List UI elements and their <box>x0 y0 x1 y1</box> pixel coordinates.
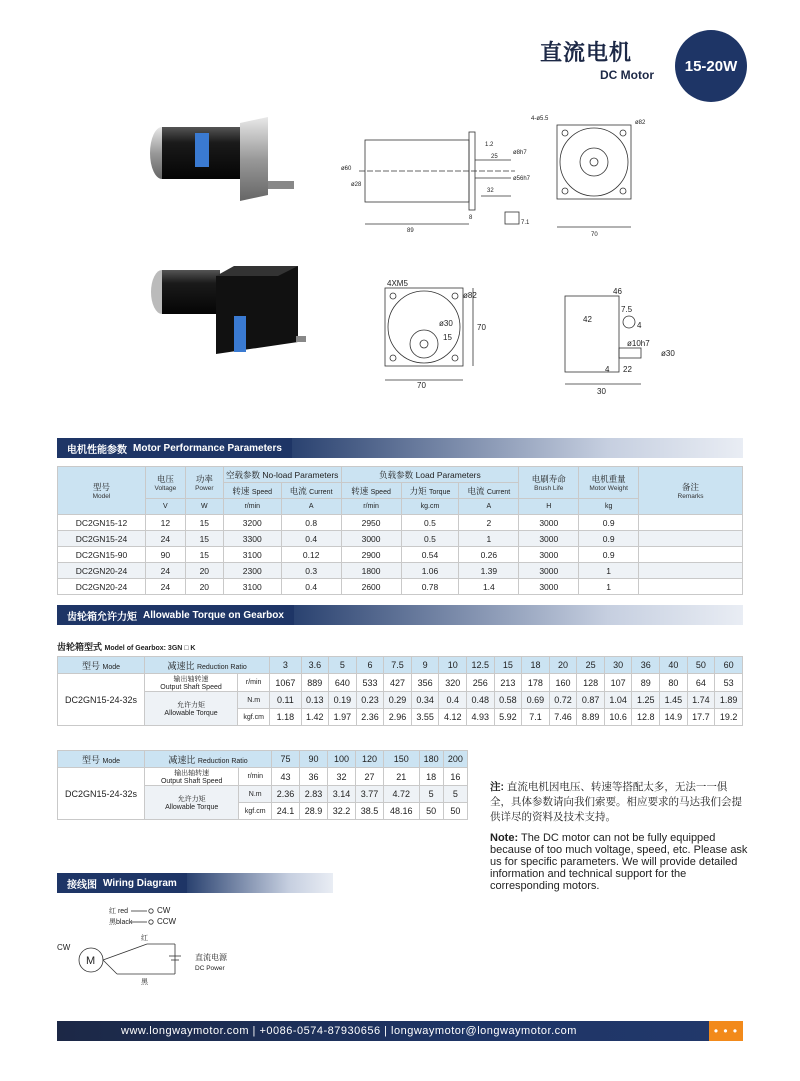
performance-title-cn: 电机性能参数 <box>67 444 127 456</box>
table-cell: 1.39 <box>459 563 519 579</box>
table-cell: 3 <box>270 657 301 674</box>
table-cell: 0.23 <box>356 692 384 709</box>
gearbox-dimension-drawing <box>365 278 695 398</box>
table-cell: 3.77 <box>356 786 384 803</box>
table-cell: 0.11 <box>270 692 301 709</box>
dc-motor-dimension-drawing <box>335 112 655 240</box>
gearbox-torque-table-2 <box>57 750 468 820</box>
dc-power-cn: 直流电源 <box>195 953 227 962</box>
table-cell: 3000 <box>519 515 579 531</box>
table-cell: 1.18 <box>270 709 301 726</box>
dim-label: 4XM5 <box>387 279 408 288</box>
table-cell: kgf.cm <box>239 803 272 820</box>
black-terminal-label: 黑 <box>141 979 148 986</box>
table-cell: 0.48 <box>467 692 495 709</box>
table-cell: 4.93 <box>467 709 495 726</box>
table-cell: 0.72 <box>549 692 577 709</box>
motor-cw-label: CW <box>57 943 71 952</box>
table-cell: 1 <box>579 579 639 595</box>
red-terminal-label: 红 <box>141 935 148 942</box>
table-cell: 5 <box>443 786 467 803</box>
footer-contact: www.longwaymotor.com | +0086-0574-87930656 | longwaymotor@longwaymotor.com <box>121 1025 577 1037</box>
table-cell: 256 <box>467 674 495 692</box>
page-title-en: DC Motor <box>600 68 654 82</box>
gearbox-torque-table-1 <box>57 656 743 726</box>
table-cell: 3.14 <box>328 786 356 803</box>
note-chinese: 注: 直流电机因电压、转速等搭配太多，无法一一俱全，具体参数请向我们索要。相应要求的马达我们会提供详尽的资料及技术支持。 <box>490 781 742 823</box>
table-cell: 18 <box>419 768 443 786</box>
dim-label: ø10h7 <box>627 339 650 348</box>
table-cell: 64 <box>687 674 715 692</box>
table-cell: 75 <box>272 751 300 768</box>
table-cell: 38.5 <box>356 803 384 820</box>
cw-label: CW <box>157 906 171 915</box>
mode-header: 型号 Mode <box>58 751 145 768</box>
unit-cell: r/min <box>223 499 281 515</box>
table-cell: 24 <box>145 563 185 579</box>
unit-cell: kg <box>579 499 639 515</box>
table-cell: 0.26 <box>459 547 519 563</box>
table-cell: 17.7 <box>687 709 715 726</box>
table-cell: 12.8 <box>632 709 660 726</box>
table-row <box>58 515 743 531</box>
table-cell: 1.89 <box>715 692 743 709</box>
table-cell: 48.16 <box>383 803 419 820</box>
table-row <box>58 674 743 692</box>
page-title-cn: 直流电机 <box>540 40 633 65</box>
table-cell: 0.58 <box>494 692 522 709</box>
table-cell: 1.4 <box>459 579 519 595</box>
table-cell: 356 <box>411 674 439 692</box>
table-cell: 150 <box>383 751 419 768</box>
table-cell: 640 <box>329 674 357 692</box>
load-current-header: 电流 Current <box>459 483 519 499</box>
table-cell: 0.8 <box>281 515 341 531</box>
table-cell: DC2GN15-90 <box>58 547 146 563</box>
table-cell: 1.25 <box>632 692 660 709</box>
table-cell: 19.2 <box>715 709 743 726</box>
table-row <box>58 768 468 786</box>
dim-label: ø30 <box>661 349 675 358</box>
dim-label: 15 <box>443 333 452 342</box>
table-cell: 90 <box>300 751 328 768</box>
table-cell: 2 <box>459 515 519 531</box>
dim-label: 7.5 <box>621 305 633 314</box>
table-cell: 1800 <box>341 563 401 579</box>
ratio-header: 减速比 Reduction Ratio <box>145 657 270 674</box>
table-cell: 32.2 <box>328 803 356 820</box>
table-cell: 12 <box>145 515 185 531</box>
table-cell: 12.5 <box>467 657 495 674</box>
dc-power-en: DC Power <box>195 965 225 972</box>
table-cell: 15 <box>185 547 223 563</box>
table-cell: 7.46 <box>549 709 577 726</box>
table-cell: 3100 <box>223 547 281 563</box>
table-cell: 14.9 <box>660 709 688 726</box>
table-cell: 3.55 <box>411 709 439 726</box>
table-cell: 53 <box>715 674 743 692</box>
table-cell: 320 <box>439 674 467 692</box>
gearbox-model-label: 齿轮箱型式 Model of Gearbox: 3GN □ K <box>57 642 196 652</box>
table-cell: 8.89 <box>577 709 605 726</box>
table-cell: 2.36 <box>356 709 384 726</box>
speed-label-cell: 输出轴转速 Output Shaft Speed <box>145 674 238 692</box>
table-cell: 100 <box>328 751 356 768</box>
speed-label-cell: 输出轴转速 Output Shaft Speed <box>145 768 239 786</box>
dim-label: 7.1 <box>521 220 530 226</box>
dim-label: 4 <box>637 321 642 330</box>
table-cell: 128 <box>577 674 605 692</box>
table-cell: 1.97 <box>329 709 357 726</box>
gear-model-cell: DC2GN15-24-32s <box>58 674 145 726</box>
speed-header: 转速 Speed <box>223 483 281 499</box>
table-cell <box>639 547 743 563</box>
wiring-section-bar <box>57 873 333 893</box>
weight-header: 电机重量 Motor Weight <box>579 467 639 499</box>
dim-label: ø30 <box>439 319 453 328</box>
table-cell: 1.45 <box>660 692 688 709</box>
gearbox-section-bar <box>57 605 743 625</box>
dim-label: 70 <box>477 323 486 332</box>
voltage-header: 电压 Voltage <box>145 467 185 499</box>
footer-dots: • • • <box>709 1021 743 1041</box>
table-cell: 1067 <box>270 674 301 692</box>
table-cell: 2900 <box>341 547 401 563</box>
note-english: Note: The DC motor can not be fully equipped because of too much voltage, speed, etc. Please ask us for specific parameters. We will provide detailed information and technical support for the corresponding motors. <box>490 832 748 892</box>
table-cell: 1.42 <box>301 709 329 726</box>
unit-cell: A <box>459 499 519 515</box>
table-cell: 3000 <box>341 531 401 547</box>
geared-motor-photo <box>138 262 308 372</box>
ratio-header: 减速比 Reduction Ratio <box>145 751 272 768</box>
footer-bar <box>57 1021 743 1041</box>
table-cell: 0.29 <box>384 692 412 709</box>
table-cell: 200 <box>443 751 467 768</box>
table-cell: 90 <box>145 547 185 563</box>
table-cell: 15 <box>494 657 522 674</box>
table-cell: 0.19 <box>329 692 357 709</box>
table-cell: 160 <box>549 674 577 692</box>
table-cell <box>639 563 743 579</box>
table-cell: 16 <box>443 768 467 786</box>
table-cell: 0.13 <box>301 692 329 709</box>
table-cell: 3000 <box>519 531 579 547</box>
table-cell: 3100 <box>223 579 281 595</box>
table-cell: N.m <box>239 786 272 803</box>
dim-label: 8 <box>469 215 473 221</box>
table-cell: 0.4 <box>281 531 341 547</box>
dim-label: 89 <box>407 228 414 234</box>
brush-header: 电刷寿命 Brush Life <box>519 467 579 499</box>
gearbox-title-cn: 齿轮箱允许力矩 <box>67 611 137 623</box>
table-cell: DC2GN15-24 <box>58 531 146 547</box>
table-cell: 89 <box>632 674 660 692</box>
table-cell: 10 <box>439 657 467 674</box>
torque-label-cell: 允许力矩 Allowable Torque <box>145 692 238 726</box>
power-header: 功率 Power <box>185 467 223 499</box>
table-cell: DC2GN20-24 <box>58 579 146 595</box>
table-cell: 18 <box>522 657 550 674</box>
table-cell: 3300 <box>223 531 281 547</box>
table-cell: 50 <box>419 803 443 820</box>
table-cell: 20 <box>185 579 223 595</box>
wiring-title-cn: 接线图 <box>67 879 97 891</box>
table-row <box>58 657 743 674</box>
power-badge: 15-20W <box>675 30 747 102</box>
dim-label: 32 <box>487 188 494 194</box>
performance-table <box>57 466 743 595</box>
table-row <box>58 751 468 768</box>
unit-cell: H <box>519 499 579 515</box>
model-header: 型号 Model <box>58 467 146 515</box>
load-header: 负载参数 Load Parameters <box>341 467 519 483</box>
table-cell: 28.9 <box>300 803 328 820</box>
table-cell: 5 <box>329 657 357 674</box>
table-cell: 15 <box>185 515 223 531</box>
dim-label: 46 <box>613 287 622 296</box>
table-cell: 43 <box>272 768 300 786</box>
table-row <box>58 547 743 563</box>
unit-cell: kg.cm <box>401 499 459 515</box>
table-cell: 107 <box>604 674 632 692</box>
table-cell: 0.54 <box>401 547 459 563</box>
table-cell: 5.92 <box>494 709 522 726</box>
table-cell: 0.12 <box>281 547 341 563</box>
wiring-diagram <box>57 900 257 990</box>
table-cell: 40 <box>660 657 688 674</box>
table-cell: 36 <box>300 768 328 786</box>
performance-section-bar <box>57 438 743 458</box>
table-cell: 5 <box>419 786 443 803</box>
table-row <box>58 579 743 595</box>
dim-label: 70 <box>591 232 598 238</box>
table-row <box>58 531 743 547</box>
table-cell: 15 <box>185 531 223 547</box>
table-cell: 2.96 <box>384 709 412 726</box>
table-cell: 24 <box>145 579 185 595</box>
table-cell: 0.9 <box>579 531 639 547</box>
table-cell: 2.83 <box>300 786 328 803</box>
table-cell: 2.36 <box>272 786 300 803</box>
unit-cell: A <box>281 499 341 515</box>
table-cell <box>639 515 743 531</box>
table-cell: DC2GN15-12 <box>58 515 146 531</box>
table-cell: 3000 <box>519 547 579 563</box>
table-cell: 4.12 <box>439 709 467 726</box>
table-cell: N.m <box>238 692 270 709</box>
noload-header: 空载参数 No-load Parameters <box>223 467 341 483</box>
dim-label: ø60 <box>341 166 352 172</box>
table-cell: 3000 <box>519 563 579 579</box>
table-cell: 3200 <box>223 515 281 531</box>
torque-header: 力矩 Torque <box>401 483 459 499</box>
dim-label: 1.2 <box>485 142 494 148</box>
dim-label: 22 <box>623 365 632 374</box>
table-cell: 0.9 <box>579 515 639 531</box>
performance-title-en: Motor Performance Parameters <box>133 442 282 454</box>
wire-black-label: 黑black <box>109 919 133 926</box>
table-cell: 0.87 <box>577 692 605 709</box>
table-cell: 1.04 <box>604 692 632 709</box>
table-cell: 0.4 <box>439 692 467 709</box>
dim-label: 4 <box>605 365 610 374</box>
table-cell: 0.5 <box>401 531 459 547</box>
table-cell: kgf.cm <box>238 709 270 726</box>
table-cell: 0.69 <box>522 692 550 709</box>
dim-label: ø28 <box>351 182 362 188</box>
dc-motor-photo <box>140 115 310 215</box>
table-cell: 0.9 <box>579 547 639 563</box>
unit-cell: r/min <box>341 499 401 515</box>
table-cell: 0.3 <box>281 563 341 579</box>
dim-label: 25 <box>491 154 498 160</box>
table-cell: 6 <box>356 657 384 674</box>
table-cell: 533 <box>356 674 384 692</box>
table-cell: 3.6 <box>301 657 329 674</box>
table-cell: 7.1 <box>522 709 550 726</box>
table-cell: 178 <box>522 674 550 692</box>
table-cell: 21 <box>383 768 419 786</box>
table-row <box>58 563 743 579</box>
table-cell: 2600 <box>341 579 401 595</box>
table-cell: 0.34 <box>411 692 439 709</box>
table-cell: 1 <box>579 563 639 579</box>
table-cell: 20 <box>185 563 223 579</box>
dim-label: ø82 <box>635 120 646 126</box>
table-cell: 3000 <box>519 579 579 595</box>
table-cell: 80 <box>660 674 688 692</box>
gear-model-cell: DC2GN15-24-32s <box>58 768 145 820</box>
table-cell: 427 <box>384 674 412 692</box>
table-cell: 9 <box>411 657 439 674</box>
table-cell: 60 <box>715 657 743 674</box>
table-cell: 120 <box>356 751 384 768</box>
torque-label-cell: 允许力矩 Allowable Torque <box>145 786 239 820</box>
wiring-title-en: Wiring Diagram <box>103 877 177 889</box>
table-cell: 0.5 <box>401 515 459 531</box>
dim-label: ø82 <box>463 291 477 300</box>
dim-label: 30 <box>597 387 606 396</box>
dim-label: 4-ø5.5 <box>531 116 549 122</box>
table-cell: 7.5 <box>384 657 412 674</box>
ccw-label: CCW <box>157 917 177 926</box>
dim-label: 42 <box>583 315 592 324</box>
table-cell: 180 <box>419 751 443 768</box>
table-cell: 30 <box>604 657 632 674</box>
table-cell <box>639 531 743 547</box>
current-header: 电流 Current <box>281 483 341 499</box>
table-cell: 0.78 <box>401 579 459 595</box>
table-cell: DC2GN20-24 <box>58 563 146 579</box>
table-cell: 24 <box>145 531 185 547</box>
table-cell: 24.1 <box>272 803 300 820</box>
table-cell: 213 <box>494 674 522 692</box>
mode-header: 型号 Mode <box>58 657 145 674</box>
table-cell: 2950 <box>341 515 401 531</box>
motor-symbol: M <box>86 955 96 967</box>
table-cell: 4.72 <box>383 786 419 803</box>
unit-cell: W <box>185 499 223 515</box>
dim-label: 70 <box>417 381 426 390</box>
table-cell: 1.06 <box>401 563 459 579</box>
dim-label: ø56h7 <box>513 176 531 182</box>
table-cell: r/min <box>238 674 270 692</box>
dim-label: ø8h7 <box>513 150 527 156</box>
unit-cell: V <box>145 499 185 515</box>
table-cell: 32 <box>328 768 356 786</box>
table-cell: 50 <box>443 803 467 820</box>
table-cell: 25 <box>577 657 605 674</box>
wire-red-label: 红 red <box>109 908 129 915</box>
table-cell: 2300 <box>223 563 281 579</box>
table-cell: r/min <box>239 768 272 786</box>
table-cell: 50 <box>687 657 715 674</box>
table-cell: 889 <box>301 674 329 692</box>
table-cell: 1.74 <box>687 692 715 709</box>
table-cell: 36 <box>632 657 660 674</box>
table-cell: 27 <box>356 768 384 786</box>
table-cell: 10.6 <box>604 709 632 726</box>
table-cell: 1 <box>459 531 519 547</box>
table-cell: 0.4 <box>281 579 341 595</box>
table-cell: 20 <box>549 657 577 674</box>
gearbox-title-en: Allowable Torque on Gearbox <box>143 609 284 621</box>
remarks-header: 备注 Remarks <box>639 467 743 515</box>
load-speed-header: 转速 Speed <box>341 483 401 499</box>
table-row <box>58 692 743 709</box>
table-cell <box>639 579 743 595</box>
